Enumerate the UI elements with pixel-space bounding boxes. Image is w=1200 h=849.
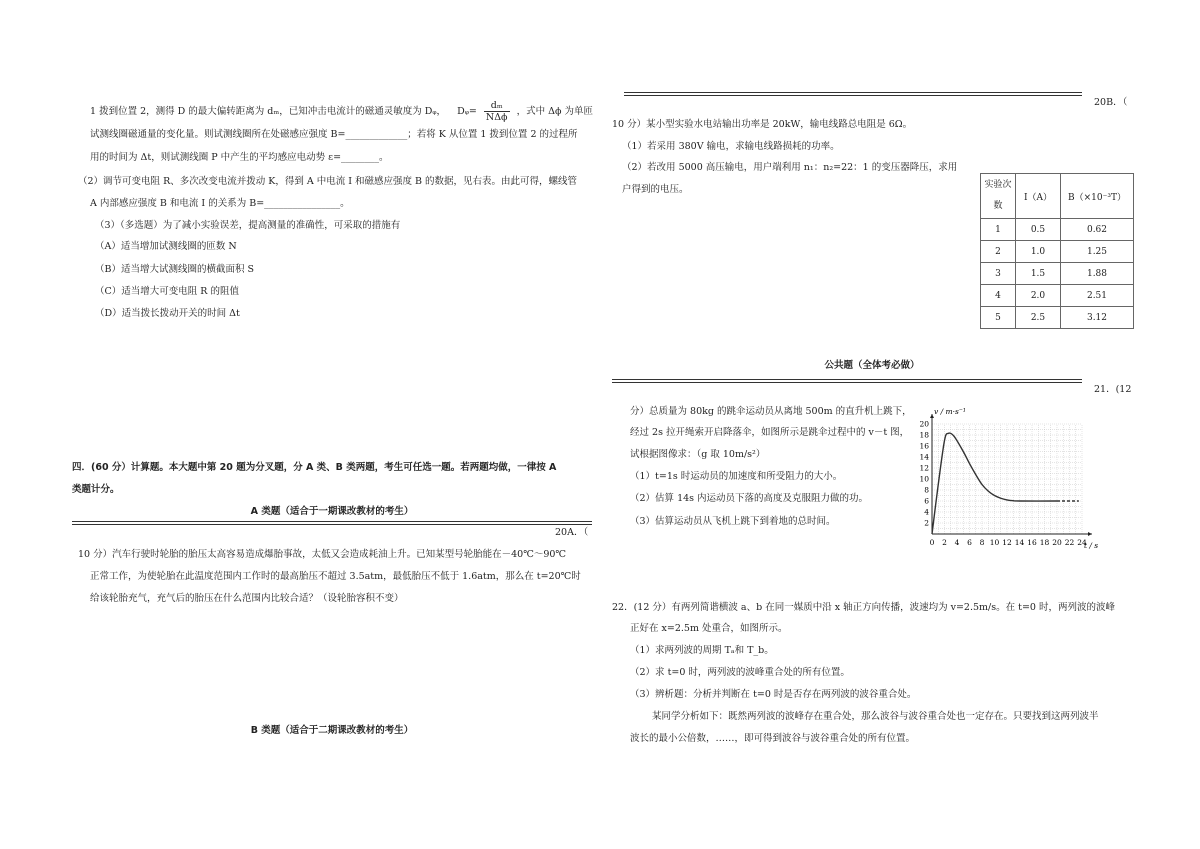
q20b-number: 20B．（ [1094, 97, 1128, 108]
q21-line1: 分）总质量为 80kg 的跳伞运动员从离地 500m 的直升机上跳下， [630, 406, 912, 417]
q22-sub2: （2）求 t=0 时，两列波的波峰重合处的所有位置。 [630, 667, 850, 678]
x-tick-label: 16 [1027, 538, 1037, 547]
x-tick-label: 24 [1077, 538, 1087, 547]
table-row: 5 2.5 3.12 [981, 307, 1134, 329]
q20a-line1: 10 分）汽车行驶时轮胎的胎压太高容易造成爆胎事故，太低又会造成耗油上升。已知某型号轮胎能在－40℃～90℃ [78, 549, 567, 560]
option-d: （D）适当拨长拨动开关的时间 Δt [95, 308, 240, 319]
x-tick-label: 8 [979, 538, 985, 547]
y-tick-label: 14 [919, 452, 929, 462]
p2-line2: A 内部感应强度 B 和电流 I 的关系为 B=________________。 [90, 198, 350, 209]
q21-sub1: （1）t=1s 时运动员的加速度和所受阻力的大小。 [630, 471, 843, 482]
x-axis-label: t / s [1084, 541, 1099, 550]
x-tick-label: 0 [929, 538, 935, 547]
x-tick-label: 20 [1052, 538, 1062, 547]
p1-line3: 用的时间为 Δt，则试测线圈 P 中产生的平均感应电动势 ε=________。 [90, 152, 389, 163]
p1-line2: 试测线圈磁通量的变化量。则试测线圈所在处磁感应强度 B=_____________；若将 K 从位置 1 拨到位置 2 的过程所 [90, 129, 578, 140]
divider [624, 92, 1082, 93]
p2-line1: （2）调节可变电阻 R、多次改变电流并拨动 K，得到 A 中电流 I 和磁感应强度 B 的数据，见右表。由此可得，螺线管 [78, 176, 578, 187]
q20b-sub2a: （2）若改用 5000 高压输电，用户端利用 n₁：n₂=22：1 的变压器降压，求用 [622, 162, 958, 173]
q22-line1: 22．(12 分）有两列简谐横波 a、b 在同一媒质中沿 x 轴正方向传播，波速均为 v=2.5m/s。在 t=0 时，两列波的波峰 [612, 602, 1115, 613]
table-row: 1 0.5 0.62 [981, 219, 1134, 241]
option-b: （B）适当增大试测线圈的横截面积 S [95, 264, 255, 275]
y-tick-label: 10 [919, 474, 929, 484]
y-tick-label: 8 [924, 485, 929, 495]
q21-sub3: （3）估算运动员从飞机上跳下到着地的总时间。 [630, 516, 836, 527]
q20a-line3: 给该轮胎充气，充气后的胎压在什么范围内比较合适？（设轮胎容积不变） [90, 593, 404, 604]
public-section-title: 公共题（全体考必做） [824, 360, 920, 371]
y-tick-label: 2 [924, 518, 929, 528]
table-row: 2 1.0 1.25 [981, 241, 1134, 263]
q20b-line1: 10 分）某小型实验水电站输出功率是 20kW，输电线路总电阻是 6Ω。 [612, 119, 913, 130]
y-tick-label: 6 [924, 496, 929, 506]
divider [72, 524, 592, 525]
table-row: 4 2.0 2.51 [981, 285, 1134, 307]
divider [612, 379, 1082, 380]
divider [72, 521, 592, 522]
velocity-time-chart [910, 402, 1100, 552]
q20a-line2: 正常工作，为使轮胎在此温度范围内工作时的最高胎压不超过 3.5atm，最低胎压不低于 1.6atm，那么在 t=20℃时 [90, 571, 581, 582]
q21-sub2: （2）估算 14s 内运动员下落的高度及克服阻力做的功。 [630, 493, 869, 504]
table-row: 3 1.5 1.88 [981, 263, 1134, 285]
y-tick-label: 20 [919, 419, 929, 429]
y-tick-label: 16 [919, 441, 929, 451]
x-axis-arrow [1088, 532, 1092, 536]
x-tick-label: 14 [1014, 538, 1025, 547]
x-tick-label: 4 [954, 538, 960, 547]
q21-line2: 经过 2s 拉开绳索开启降落伞，如图所示是跳伞过程中的 v－t 图， [630, 427, 910, 438]
section4-heading: 四．(60 分）计算题。本大题中第 20 题为分叉题，分 A 类、B 类两题，考生可任选一题。若两题均做，一律按 A [72, 462, 557, 473]
q22-sub1: （1）求两列波的周期 Tₐ和 T_b。 [630, 645, 774, 656]
q20b-sub2b: 户得到的电压。 [622, 184, 689, 195]
x-tick-label: 12 [1002, 538, 1012, 547]
header-current: I（A） [1016, 174, 1061, 219]
section4-heading-cont: 类题计分。 [72, 484, 120, 495]
q22-sub3: （3）辨析题：分析并判断在 t=0 时是否存在两列波的波谷重合处。 [630, 689, 917, 700]
q21-line3: 试根据图像求：（g 取 10m/s²） [630, 449, 766, 460]
category-a-title: A 类题（适合于一期课改教材的考生） [250, 506, 414, 517]
x-tick-label: 22 [1064, 538, 1075, 547]
header-field: B（×10⁻³T） [1061, 174, 1134, 219]
y-tick-label: 18 [919, 430, 929, 440]
header-trial: 实验次数 [981, 174, 1016, 219]
sensitivity-formula: $\frac{\text{dₘ}}{\text{NΔϕ}}$ [485, 100, 508, 123]
y-tick-label: 12 [919, 463, 929, 473]
divider [612, 382, 1082, 383]
x-tick-label: 10 [989, 538, 1000, 547]
option-c: （C）适当增大可变电阻 R 的阻值 [95, 286, 239, 297]
y-tick-label: 4 [924, 507, 929, 517]
q20b-sub1: （1）若采用 380V 输电，求输电线路损耗的功率。 [622, 141, 840, 152]
divider [624, 95, 1082, 96]
q22-line2: 正好在 x=2.5m 处重合，如图所示。 [630, 623, 788, 634]
q20a-number: 20A．（ [555, 527, 589, 538]
category-b-title: B 类题（适合于二期课改教材的考生） [250, 725, 414, 736]
q21-number: 21．(12 [1094, 384, 1132, 395]
x-tick-label: 6 [967, 538, 972, 547]
x-tick-label: 2 [942, 538, 947, 547]
option-a: （A）适当增加试测线圈的匝数 N [95, 241, 237, 252]
x-tick-label: 18 [1039, 538, 1050, 547]
p1-line1: 1 拨到位置 2，测得 D 的最大偏转距离为 dₘ，已知冲击电流计的磁通灵敏度为 Dᵩ， Dᵩ= $\frac{\text{dₘ}}{\text{NΔϕ}}$ ，式中 Δϕ 为单匝 [90, 100, 593, 123]
q22-analysis2: 波长的最小公倍数，……，即可得到波谷与波谷重合处的所有位置。 [630, 733, 916, 744]
q22-analysis1: 某同学分析如下：既然两列波的波峰存在重合处，那么波谷与波谷重合处也一定存在。只要找到这两列波半 [652, 711, 1099, 722]
current-field-table [980, 173, 1134, 329]
p3-question: （3）（多选题）为了减小实验误差，提高测量的准确性，可采取的措施有 [95, 220, 401, 231]
y-axis-label: v / m·s⁻¹ [934, 407, 966, 416]
